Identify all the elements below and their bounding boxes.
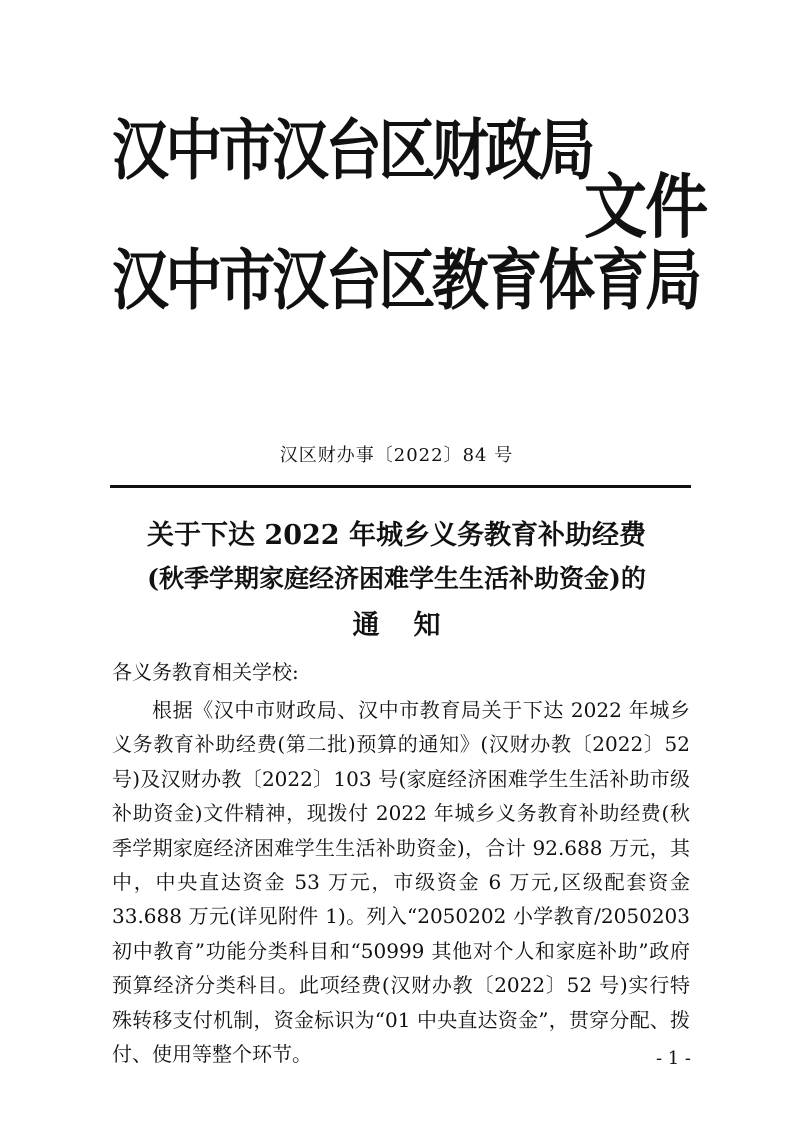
document-number: 汉区财办事〔2022〕84 号 xyxy=(279,445,514,466)
page-number: - 1 - xyxy=(655,1048,691,1069)
notice-body xyxy=(112,693,690,1071)
header-divider xyxy=(110,485,691,488)
notice-title-line-3: 通知 xyxy=(352,610,475,641)
document-type-label: 文件 xyxy=(584,166,707,248)
body-paragraph: 根据《汉中市财政局、汉中市教育局关于下达 2022 年城乡义务教育补助经费(第二批)预算的通知》(汉财办教〔2022〕52 号)及汉财办教〔2022〕103 号(家庭经济困难学生生活补助市级补助资金)文件精神，现拨付 2022 年城乡义务教育补助经费(秋季学期家庭经济困难学生生活补助资金)，合计 92.688 万元，其中，中央直达资金 53 万元，市级资金 6 万元,区级配套资金 33.688 万元(详见附件 1)。列入“2050202 小学教育/2050203 初中教育”功能分类科目和“50999 其他对个人和家庭补助”政府预算经济分类科目。此项经费(汉财办教〔2022〕52 号)实行特殊转移支付机制，资金标识为“01 中央直达资金”，贯穿分配、拨付、使用等整个环节。 xyxy=(112,698,690,1067)
issuer-name-finance-bureau: 汉中市汉台区财政局 xyxy=(112,112,592,189)
notice-title-line-1: 关于下达 2022 年城乡义务教育补助经费 xyxy=(147,520,646,551)
salutation: 各义务教育相关学校: xyxy=(112,660,299,684)
issuer-name-education-bureau: 汉中市汉台区教育体育局 xyxy=(112,242,699,319)
notice-title-line-2: (秋季学期家庭经济困难学生生活补助资金)的 xyxy=(147,564,646,593)
